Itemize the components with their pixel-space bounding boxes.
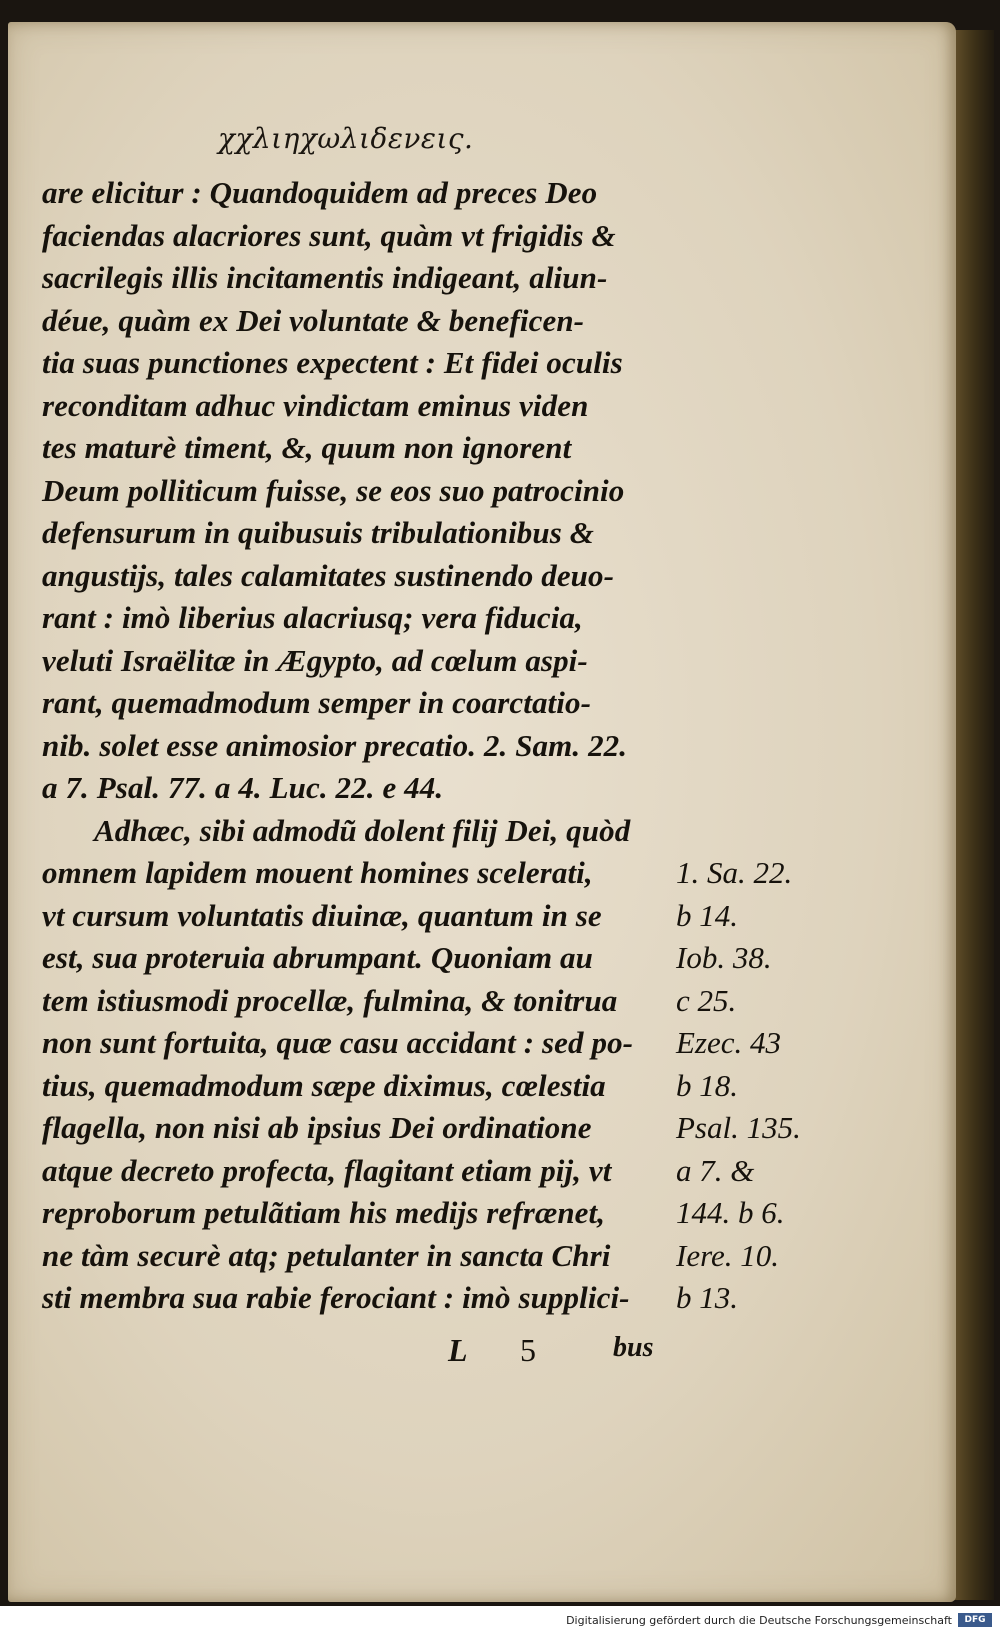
text-line: omnem lapidem mouent homines scelerati, bbox=[42, 855, 593, 890]
body-text bbox=[42, 172, 704, 1320]
text-line: Deum polliticum fuisse, se eos suo patrocinio bbox=[42, 472, 625, 508]
funding-notice: Digitalisierung gefördert durch die Deutsche Forschungsgemeinschaft bbox=[566, 1614, 952, 1627]
text-line: rant : imò liberius alacriusq; vera fiducia, bbox=[42, 600, 583, 635]
text-line: déue, quàm ex Dei voluntate & beneficen- bbox=[42, 302, 585, 338]
catchword: bus bbox=[613, 1332, 654, 1363]
text-line: reconditam adhuc vindictam eminus viden bbox=[42, 387, 589, 423]
signature-number: 5 bbox=[520, 1332, 536, 1368]
text-line: non sunt fortuita, quæ casu accidant : sed po- bbox=[42, 1025, 634, 1060]
text-line: tius, quemadmodum sæpe diximus, cœlestia bbox=[42, 1067, 606, 1103]
margin-note: b 18. bbox=[676, 1067, 738, 1103]
text-line: atque decreto profecta, flagitant etiam pij, vt bbox=[42, 1152, 612, 1188]
text-line: defensurum in quibusuis tribulationibus & bbox=[42, 515, 594, 550]
text-line: a 7. Psal. 77. a 4. Luc. 22. e 44. bbox=[42, 770, 444, 805]
text-line: tem istiusmodi procellæ, fulmina, & tonitrua bbox=[42, 982, 618, 1018]
text-line: rant, quemadmodum semper in coarctatio- bbox=[42, 685, 592, 720]
margin-note: c 25. bbox=[676, 982, 737, 1018]
text-line: sti membra sua rabie ferociant : imò supplici- bbox=[42, 1280, 630, 1315]
signature-mark: L bbox=[448, 1332, 468, 1368]
margin-note: 144. b 6. bbox=[676, 1195, 785, 1230]
text-line: are elicitur : Quandoquidem ad preces Deo bbox=[42, 175, 598, 210]
margin-references bbox=[676, 852, 836, 1320]
text-line: tia suas punctiones expectent : Et fidei oculis bbox=[42, 345, 623, 380]
text-line: est, sua proteruia abrumpant. Quoniam au bbox=[42, 940, 593, 975]
text-line: nib. solet esse animosior precatio. 2. Sam. 22. bbox=[42, 727, 628, 763]
text-line: tes maturè timent, &, quum non ignorent bbox=[42, 430, 572, 465]
text-line: flagella, non nisi ab ipsius Dei ordinatione bbox=[42, 1110, 592, 1145]
text-line: sacrilegis illis incitamentis indigeant, aliun- bbox=[42, 260, 608, 295]
margin-note: Iere. 10. bbox=[676, 1237, 780, 1273]
text-line: ne tàm securè atq; petulanter in sancta Chri bbox=[42, 1237, 611, 1273]
margin-note: 1. Sa. 22. bbox=[676, 855, 793, 890]
margin-note: a 7. & bbox=[676, 1152, 755, 1188]
text-line: reproborum petulãtiam his medijs refrænet, bbox=[42, 1195, 606, 1230]
funding-footer bbox=[0, 1606, 1000, 1636]
text-line: angustijs, tales calamitates sustinendo deuo- bbox=[42, 557, 615, 593]
running-header: χχλιηχωλιδενεις. bbox=[218, 122, 474, 155]
margin-note: b 14. bbox=[676, 897, 738, 933]
margin-note: b 13. bbox=[676, 1280, 738, 1315]
margin-note: Iob. 38. bbox=[676, 940, 772, 975]
dfg-logo: DFG bbox=[958, 1613, 992, 1627]
text-line: vt cursum voluntatis diuinæ, quantum in se bbox=[42, 897, 602, 933]
signature-line bbox=[8, 1332, 708, 1372]
book-page bbox=[8, 22, 956, 1602]
text-line: faciendas alacriores sunt, quàm vt frigidis & bbox=[42, 217, 616, 253]
text-line: veluti Israëlitæ in Ægypto, ad cœlum aspi- bbox=[42, 642, 588, 678]
margin-note: Ezec. 43 bbox=[676, 1025, 782, 1060]
margin-note: Psal. 135. bbox=[676, 1110, 801, 1145]
paragraph-start-line: Adhæc, sibi admodũ dolent filij Dei, quòd bbox=[94, 812, 631, 848]
